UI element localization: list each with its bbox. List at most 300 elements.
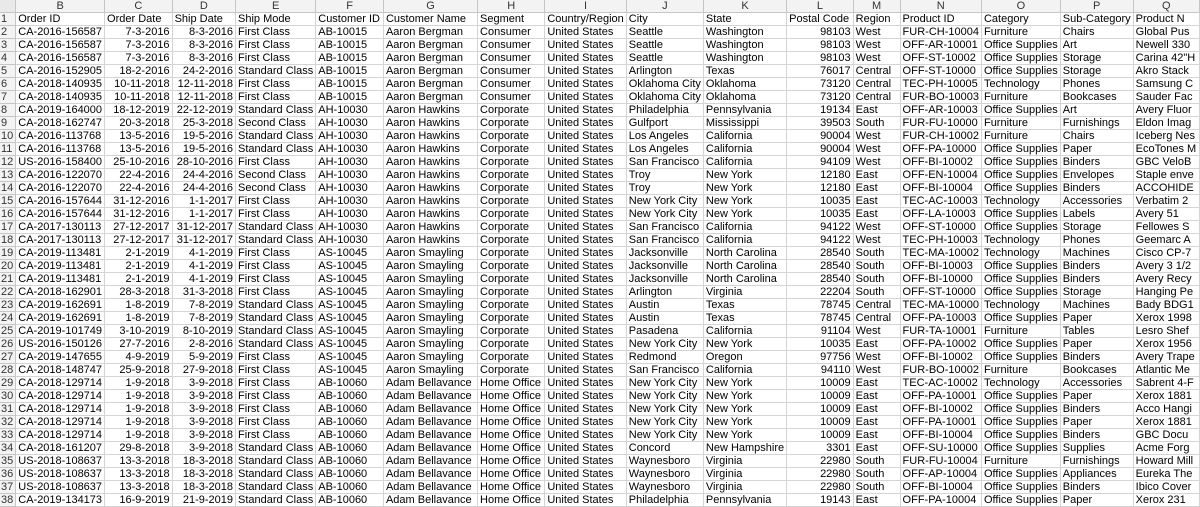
table-cell[interactable]: Aaron Smayling	[383, 351, 477, 364]
table-cell[interactable]: Office Supplies	[981, 403, 1060, 416]
table-cell[interactable]: AB-10060	[316, 403, 384, 416]
table-cell[interactable]: United States	[545, 286, 626, 299]
table-cell[interactable]: Binders	[1060, 429, 1133, 442]
table-cell[interactable]: 4-9-2019	[105, 351, 173, 364]
table-cell[interactable]: Aaron Hawkins	[383, 221, 477, 234]
table-cell[interactable]: OFF-BI-10002	[900, 351, 981, 364]
table-cell[interactable]: Office Supplies	[981, 39, 1060, 52]
table-cell[interactable]: FUR-BO-10003	[900, 91, 981, 104]
table-cell[interactable]: Aaron Hawkins	[383, 117, 477, 130]
table-cell[interactable]: AS-10045	[316, 364, 384, 377]
table-cell[interactable]: West	[853, 156, 900, 169]
table-cell[interactable]: CA-2019-101749	[16, 325, 105, 338]
table-cell[interactable]: Waynesboro	[626, 455, 703, 468]
row-number[interactable]: 6	[0, 78, 16, 91]
table-cell[interactable]: OFF-AR-10001	[900, 39, 981, 52]
table-cell[interactable]: 12-11-2018	[172, 78, 235, 91]
table-cell[interactable]: Storage	[1060, 221, 1133, 234]
table-cell[interactable]: 1-9-2018	[105, 416, 173, 429]
table-cell[interactable]: 18-3-2018	[172, 455, 235, 468]
table-cell[interactable]: California	[703, 325, 786, 338]
table-cell[interactable]: Avery Fluor	[1133, 104, 1199, 117]
table-cell[interactable]: United States	[545, 78, 626, 91]
table-cell[interactable]: Corporate	[478, 117, 545, 130]
table-cell[interactable]: OFF-PA-10000	[900, 143, 981, 156]
table-cell[interactable]: North Carolina	[703, 273, 786, 286]
table-cell[interactable]: 27-7-2016	[105, 338, 173, 351]
table-cell[interactable]: First Class	[236, 78, 316, 91]
table-cell[interactable]: United States	[545, 338, 626, 351]
table-cell[interactable]: First Class	[236, 377, 316, 390]
table-cell[interactable]: San Francisco	[626, 364, 703, 377]
table-cell[interactable]: New York	[703, 416, 786, 429]
table-cell[interactable]: CA-2019-164000	[16, 104, 105, 117]
table-cell[interactable]: West	[853, 26, 900, 39]
table-cell[interactable]: Standard Class	[236, 104, 316, 117]
row-number[interactable]: 34	[0, 442, 16, 455]
table-cell[interactable]: South	[853, 286, 900, 299]
table-cell[interactable]: Texas	[703, 65, 786, 78]
table-cell[interactable]: Seattle	[626, 52, 703, 65]
table-cell[interactable]: Aaron Bergman	[383, 65, 477, 78]
table-cell[interactable]: South	[853, 481, 900, 494]
table-cell[interactable]: 28540	[787, 260, 854, 273]
table-cell[interactable]: Central	[853, 78, 900, 91]
table-cell[interactable]: Staple enve	[1133, 169, 1199, 182]
table-cell[interactable]: Office Supplies	[981, 312, 1060, 325]
table-cell[interactable]: CA-2018-129714	[16, 429, 105, 442]
table-cell[interactable]: 25-3-2018	[172, 117, 235, 130]
table-cell[interactable]: Aaron Hawkins	[383, 143, 477, 156]
table-cell[interactable]: Aaron Smayling	[383, 338, 477, 351]
table-cell[interactable]: Aaron Smayling	[383, 273, 477, 286]
table-cell[interactable]: East	[853, 195, 900, 208]
table-cell[interactable]: 4-1-2019	[172, 273, 235, 286]
table-cell[interactable]: First Class	[236, 91, 316, 104]
table-cell[interactable]: OFF-LA-10003	[900, 208, 981, 221]
table-cell[interactable]: Office Supplies	[981, 429, 1060, 442]
table-cell[interactable]: Office Supplies	[981, 208, 1060, 221]
table-cell[interactable]: Jacksonville	[626, 260, 703, 273]
table-cell[interactable]: New York City	[626, 338, 703, 351]
table-cell[interactable]: 94122	[787, 221, 854, 234]
table-cell[interactable]: Verbatim 2	[1133, 195, 1199, 208]
table-cell[interactable]: 16-9-2019	[105, 494, 173, 507]
table-cell[interactable]: 28-10-2016	[172, 156, 235, 169]
table-cell[interactable]: United States	[545, 156, 626, 169]
table-cell[interactable]: 98103	[787, 52, 854, 65]
table-cell[interactable]: CA-2018-129714	[16, 377, 105, 390]
table-cell[interactable]: ACCOHIDE	[1133, 182, 1199, 195]
table-cell[interactable]: CA-2017-130113	[16, 234, 105, 247]
table-cell[interactable]: 90004	[787, 130, 854, 143]
table-cell[interactable]: US-2016-158400	[16, 156, 105, 169]
table-cell[interactable]: Aaron Hawkins	[383, 156, 477, 169]
table-cell[interactable]: Bookcases	[1060, 91, 1133, 104]
table-cell[interactable]: AB-10060	[316, 390, 384, 403]
table-cell[interactable]: New York	[703, 169, 786, 182]
table-cell[interactable]: Storage	[1060, 286, 1133, 299]
table-cell[interactable]: Office Supplies	[981, 260, 1060, 273]
table-cell[interactable]: Standard Class	[236, 455, 316, 468]
table-cell[interactable]: California	[703, 130, 786, 143]
table-cell[interactable]: 20-3-2018	[105, 117, 173, 130]
table-cell[interactable]: Samsung C	[1133, 78, 1199, 91]
table-cell[interactable]: 7-3-2016	[105, 52, 173, 65]
table-cell[interactable]: New York	[703, 429, 786, 442]
table-cell[interactable]: 78745	[787, 312, 854, 325]
table-cell[interactable]: Chairs	[1060, 26, 1133, 39]
table-cell[interactable]: Austin	[626, 299, 703, 312]
table-cell[interactable]: 10-11-2018	[105, 78, 173, 91]
table-cell[interactable]: Ibico Cover	[1133, 481, 1199, 494]
row-number[interactable]: 17	[0, 221, 16, 234]
table-cell[interactable]: 24-4-2016	[172, 182, 235, 195]
table-cell[interactable]: Supplies	[1060, 442, 1133, 455]
table-cell[interactable]: US-2018-108637	[16, 455, 105, 468]
column-title-cell[interactable]: Country/Region	[545, 13, 626, 26]
table-cell[interactable]: West	[853, 221, 900, 234]
table-cell[interactable]: Adam Bellavance	[383, 403, 477, 416]
table-cell[interactable]: United States	[545, 169, 626, 182]
table-cell[interactable]: CA-2018-129714	[16, 403, 105, 416]
table-cell[interactable]: Storage	[1060, 52, 1133, 65]
table-cell[interactable]: Troy	[626, 182, 703, 195]
table-cell[interactable]: 5-9-2019	[172, 351, 235, 364]
table-cell[interactable]: Technology	[981, 299, 1060, 312]
table-cell[interactable]: US-2018-108637	[16, 468, 105, 481]
table-cell[interactable]: Los Angeles	[626, 143, 703, 156]
table-cell[interactable]: 97756	[787, 351, 854, 364]
table-cell[interactable]: United States	[545, 455, 626, 468]
table-cell[interactable]: Corporate	[478, 143, 545, 156]
table-cell[interactable]: Aaron Smayling	[383, 260, 477, 273]
table-cell[interactable]: CA-2016-113768	[16, 143, 105, 156]
table-cell[interactable]: AB-10060	[316, 468, 384, 481]
table-cell[interactable]: 12180	[787, 169, 854, 182]
table-cell[interactable]: Standard Class	[236, 234, 316, 247]
column-header-d[interactable]: D	[172, 0, 235, 13]
column-title-cell[interactable]: State	[703, 13, 786, 26]
table-cell[interactable]: Art	[1060, 39, 1133, 52]
table-cell[interactable]: Washington	[703, 52, 786, 65]
table-cell[interactable]: CA-2016-113768	[16, 130, 105, 143]
table-cell[interactable]: United States	[545, 208, 626, 221]
table-cell[interactable]: Standard Class	[236, 338, 316, 351]
table-cell[interactable]: Aaron Smayling	[383, 286, 477, 299]
table-cell[interactable]: TEC-AC-10003	[900, 195, 981, 208]
row-number[interactable]: 13	[0, 169, 16, 182]
table-cell[interactable]: Furniture	[981, 364, 1060, 377]
table-cell[interactable]: AS-10045	[316, 299, 384, 312]
table-cell[interactable]: East	[853, 104, 900, 117]
table-cell[interactable]: 12-11-2018	[172, 91, 235, 104]
table-cell[interactable]: New York	[703, 390, 786, 403]
table-cell[interactable]: Aaron Hawkins	[383, 234, 477, 247]
table-cell[interactable]: Adam Bellavance	[383, 494, 477, 507]
table-cell[interactable]: First Class	[236, 351, 316, 364]
table-cell[interactable]: United States	[545, 130, 626, 143]
row-number[interactable]: 19	[0, 247, 16, 260]
table-cell[interactable]: 73120	[787, 78, 854, 91]
table-cell[interactable]: AH-10030	[316, 195, 384, 208]
table-cell[interactable]: United States	[545, 325, 626, 338]
table-cell[interactable]: Avery 51	[1133, 208, 1199, 221]
table-cell[interactable]: United States	[545, 65, 626, 78]
table-cell[interactable]: 3-9-2018	[172, 390, 235, 403]
table-cell[interactable]: AH-10030	[316, 234, 384, 247]
table-cell[interactable]: AS-10045	[316, 286, 384, 299]
table-cell[interactable]: Aaron Smayling	[383, 364, 477, 377]
table-cell[interactable]: California	[703, 221, 786, 234]
table-cell[interactable]: 3301	[787, 442, 854, 455]
table-cell[interactable]: New York City	[626, 403, 703, 416]
table-cell[interactable]: Corporate	[478, 299, 545, 312]
table-cell[interactable]: 19-5-2016	[172, 130, 235, 143]
table-cell[interactable]: 18-12-2019	[105, 104, 173, 117]
table-cell[interactable]: OFF-PA-10001	[900, 416, 981, 429]
table-cell[interactable]: OFF-BI-10000	[900, 273, 981, 286]
column-header-k[interactable]: K	[703, 0, 786, 13]
table-cell[interactable]: 24-4-2016	[172, 169, 235, 182]
table-cell[interactable]: United States	[545, 416, 626, 429]
table-cell[interactable]: Sauder Fac	[1133, 91, 1199, 104]
table-cell[interactable]: 1-9-2018	[105, 377, 173, 390]
column-title-cell[interactable]: Customer ID	[316, 13, 384, 26]
table-cell[interactable]: Corporate	[478, 247, 545, 260]
column-title-cell[interactable]: City	[626, 13, 703, 26]
table-cell[interactable]: First Class	[236, 286, 316, 299]
table-cell[interactable]: 10-11-2018	[105, 91, 173, 104]
table-cell[interactable]: Carina 42"H	[1133, 52, 1199, 65]
table-cell[interactable]: Virginia	[703, 481, 786, 494]
table-cell[interactable]: Labels	[1060, 208, 1133, 221]
table-cell[interactable]: Pennsylvania	[703, 494, 786, 507]
table-cell[interactable]: 3-10-2019	[105, 325, 173, 338]
table-cell[interactable]: Aaron Hawkins	[383, 104, 477, 117]
table-cell[interactable]: AH-10030	[316, 169, 384, 182]
table-cell[interactable]: First Class	[236, 403, 316, 416]
table-cell[interactable]: Paper	[1060, 338, 1133, 351]
table-cell[interactable]: Oklahoma	[703, 78, 786, 91]
column-title-cell[interactable]: Product N	[1133, 13, 1199, 26]
table-cell[interactable]: CA-2016-156587	[16, 26, 105, 39]
table-cell[interactable]: 22980	[787, 455, 854, 468]
row-number[interactable]: 1	[0, 13, 16, 26]
table-cell[interactable]: CA-2019-162691	[16, 299, 105, 312]
table-cell[interactable]: 22-4-2016	[105, 182, 173, 195]
table-cell[interactable]: 4-1-2019	[172, 260, 235, 273]
table-cell[interactable]: Central	[853, 65, 900, 78]
table-cell[interactable]: Aaron Bergman	[383, 91, 477, 104]
column-header-q[interactable]: Q	[1133, 0, 1199, 13]
table-cell[interactable]: Standard Class	[236, 312, 316, 325]
table-cell[interactable]: US-2018-108637	[16, 481, 105, 494]
column-title-cell[interactable]: Sub-Category	[1060, 13, 1133, 26]
table-cell[interactable]: 24-2-2016	[172, 65, 235, 78]
table-cell[interactable]: Aaron Smayling	[383, 325, 477, 338]
table-cell[interactable]: 76017	[787, 65, 854, 78]
table-cell[interactable]: 18-3-2018	[172, 468, 235, 481]
table-cell[interactable]: Technology	[981, 195, 1060, 208]
row-number[interactable]: 28	[0, 364, 16, 377]
table-cell[interactable]: OFF-BI-10004	[900, 429, 981, 442]
table-cell[interactable]: OFF-PA-10001	[900, 390, 981, 403]
row-number[interactable]: 37	[0, 481, 16, 494]
table-cell[interactable]: East	[853, 442, 900, 455]
table-cell[interactable]: 28540	[787, 247, 854, 260]
table-cell[interactable]: 2-1-2019	[105, 273, 173, 286]
table-cell[interactable]: CA-2017-130113	[16, 221, 105, 234]
table-cell[interactable]: New York	[703, 403, 786, 416]
table-cell[interactable]: Aaron Bergman	[383, 26, 477, 39]
table-cell[interactable]: AB-10060	[316, 416, 384, 429]
table-cell[interactable]: United States	[545, 442, 626, 455]
table-cell[interactable]: CA-2016-122070	[16, 169, 105, 182]
table-cell[interactable]: Standard Class	[236, 468, 316, 481]
table-cell[interactable]: Atlantic Me	[1133, 364, 1199, 377]
table-cell[interactable]: United States	[545, 117, 626, 130]
table-cell[interactable]: 7-3-2016	[105, 26, 173, 39]
table-cell[interactable]: GBC Docu	[1133, 429, 1199, 442]
table-cell[interactable]: Avery Recy	[1133, 273, 1199, 286]
table-cell[interactable]: Office Supplies	[981, 156, 1060, 169]
row-number[interactable]: 12	[0, 156, 16, 169]
column-title-cell[interactable]: Product ID	[900, 13, 981, 26]
column-header-f[interactable]: F	[316, 0, 384, 13]
table-cell[interactable]: Office Supplies	[981, 442, 1060, 455]
table-cell[interactable]: 1-8-2019	[105, 312, 173, 325]
table-cell[interactable]: Acme Forg	[1133, 442, 1199, 455]
table-cell[interactable]: 1-9-2018	[105, 403, 173, 416]
table-cell[interactable]: FUR-FU-10004	[900, 455, 981, 468]
table-cell[interactable]: United States	[545, 104, 626, 117]
table-cell[interactable]: New York	[703, 377, 786, 390]
table-cell[interactable]: 94122	[787, 234, 854, 247]
table-cell[interactable]: Standard Class	[236, 130, 316, 143]
column-title-cell[interactable]: Order ID	[16, 13, 105, 26]
table-cell[interactable]: 98103	[787, 26, 854, 39]
table-cell[interactable]: Corporate	[478, 338, 545, 351]
table-cell[interactable]: CA-2018-140935	[16, 91, 105, 104]
table-cell[interactable]: Oregon	[703, 351, 786, 364]
table-cell[interactable]: South	[853, 455, 900, 468]
table-cell[interactable]: Furniture	[981, 117, 1060, 130]
table-cell[interactable]: First Class	[236, 26, 316, 39]
table-cell[interactable]: 94109	[787, 156, 854, 169]
table-cell[interactable]: South	[853, 260, 900, 273]
table-cell[interactable]: OFF-BI-10003	[900, 260, 981, 273]
table-cell[interactable]: FUR-FU-10000	[900, 117, 981, 130]
table-cell[interactable]: OFF-PA-10002	[900, 338, 981, 351]
table-cell[interactable]: 7-8-2019	[172, 312, 235, 325]
table-cell[interactable]: Office Supplies	[981, 52, 1060, 65]
table-cell[interactable]: United States	[545, 351, 626, 364]
table-cell[interactable]: 13-3-2018	[105, 481, 173, 494]
table-cell[interactable]: First Class	[236, 260, 316, 273]
table-cell[interactable]: West	[853, 130, 900, 143]
table-cell[interactable]: FUR-CH-10004	[900, 26, 981, 39]
table-cell[interactable]: 1-9-2018	[105, 390, 173, 403]
table-cell[interactable]: Corporate	[478, 169, 545, 182]
table-cell[interactable]: TEC-MA-10000	[900, 299, 981, 312]
table-cell[interactable]: CA-2019-134173	[16, 494, 105, 507]
table-cell[interactable]: AS-10045	[316, 351, 384, 364]
table-cell[interactable]: New York	[703, 182, 786, 195]
table-cell[interactable]: Technology	[981, 377, 1060, 390]
table-cell[interactable]: 18-3-2018	[172, 481, 235, 494]
column-header-o[interactable]: O	[981, 0, 1060, 13]
table-cell[interactable]: United States	[545, 260, 626, 273]
table-cell[interactable]: Furniture	[981, 91, 1060, 104]
table-cell[interactable]: Akro Stack	[1133, 65, 1199, 78]
table-cell[interactable]: Corporate	[478, 273, 545, 286]
table-cell[interactable]: Corporate	[478, 221, 545, 234]
column-title-cell[interactable]: Region	[853, 13, 900, 26]
table-cell[interactable]: Arlington	[626, 286, 703, 299]
table-cell[interactable]: United States	[545, 39, 626, 52]
row-number[interactable]: 2	[0, 26, 16, 39]
table-cell[interactable]: AB-10015	[316, 52, 384, 65]
table-cell[interactable]: 10009	[787, 377, 854, 390]
table-cell[interactable]: 2-8-2016	[172, 338, 235, 351]
table-cell[interactable]: 7-8-2019	[172, 299, 235, 312]
table-cell[interactable]: 90004	[787, 143, 854, 156]
table-cell[interactable]: 2-1-2019	[105, 260, 173, 273]
table-cell[interactable]: Central	[853, 299, 900, 312]
table-cell[interactable]: Phones	[1060, 78, 1133, 91]
table-cell[interactable]: West	[853, 234, 900, 247]
table-cell[interactable]: Furnishings	[1060, 455, 1133, 468]
table-cell[interactable]: Aaron Smayling	[383, 247, 477, 260]
table-cell[interactable]: Corporate	[478, 104, 545, 117]
table-cell[interactable]: United States	[545, 247, 626, 260]
table-cell[interactable]: 4-1-2019	[172, 247, 235, 260]
table-cell[interactable]: Home Office	[478, 494, 545, 507]
table-cell[interactable]: Office Supplies	[981, 338, 1060, 351]
table-cell[interactable]: Texas	[703, 299, 786, 312]
row-number[interactable]: 21	[0, 273, 16, 286]
row-number[interactable]: 38	[0, 494, 16, 507]
select-all-corner[interactable]	[0, 0, 16, 13]
table-cell[interactable]: TEC-AC-10002	[900, 377, 981, 390]
table-cell[interactable]: Consumer	[478, 91, 545, 104]
table-cell[interactable]: 91104	[787, 325, 854, 338]
table-cell[interactable]: Binders	[1060, 182, 1133, 195]
table-cell[interactable]: Paper	[1060, 390, 1133, 403]
table-cell[interactable]: AB-10060	[316, 494, 384, 507]
table-cell[interactable]: Corporate	[478, 351, 545, 364]
table-cell[interactable]: Aaron Hawkins	[383, 195, 477, 208]
table-cell[interactable]: New York	[703, 195, 786, 208]
table-cell[interactable]: First Class	[236, 39, 316, 52]
table-cell[interactable]: Standard Class	[236, 299, 316, 312]
table-cell[interactable]: United States	[545, 234, 626, 247]
table-cell[interactable]: 19143	[787, 494, 854, 507]
table-cell[interactable]: 12180	[787, 182, 854, 195]
table-cell[interactable]: Consumer	[478, 39, 545, 52]
table-cell[interactable]: 1-9-2018	[105, 429, 173, 442]
table-cell[interactable]: 22-4-2016	[105, 169, 173, 182]
table-cell[interactable]: OFF-ST-10002	[900, 52, 981, 65]
table-cell[interactable]: Furniture	[981, 325, 1060, 338]
table-cell[interactable]: New York City	[626, 377, 703, 390]
row-number[interactable]: 4	[0, 52, 16, 65]
table-cell[interactable]: Office Supplies	[981, 104, 1060, 117]
table-cell[interactable]: Appliances	[1060, 468, 1133, 481]
table-cell[interactable]: 31-12-2016	[105, 195, 173, 208]
column-header-c[interactable]: C	[105, 0, 173, 13]
